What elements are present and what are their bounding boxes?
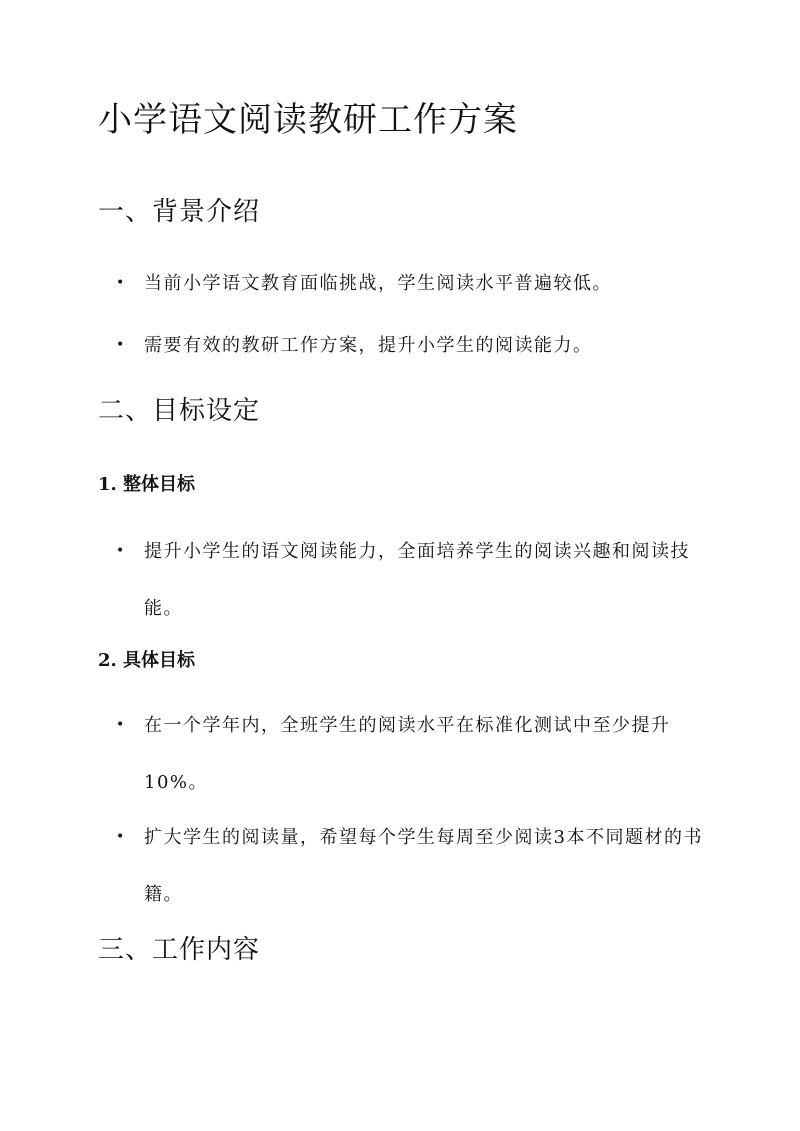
list-item — [116, 255, 706, 312]
section-heading-background: 一、背景介绍 — [98, 197, 261, 227]
bullet-icon: • — [116, 275, 126, 291]
list-item-text: 在一个学年内，全班学生的阅读水平在标准化测试中至少提升10%。 — [144, 715, 671, 793]
list-item-text: 扩大学生的阅读量，希望每个学生每周至少阅读3本不同题材的书籍。 — [144, 827, 703, 905]
list-item — [116, 697, 706, 811]
list-item — [116, 809, 706, 923]
list-item — [116, 523, 706, 637]
list-item-text: 当前小学语文教育面临挑战，学生阅读水平普遍较低。 — [144, 273, 612, 294]
bullet-icon: • — [116, 337, 126, 353]
subsection-heading-specific-goals: 2. 具体目标 — [98, 650, 196, 671]
document-title: 小学语文阅读教研工作方案 — [98, 100, 518, 140]
subsection-heading-overall-goal: 1. 整体目标 — [98, 474, 196, 495]
list-item — [116, 317, 706, 374]
list-item-text: 需要有效的教研工作方案，提升小学生的阅读能力。 — [144, 335, 593, 356]
bullet-icon: • — [116, 543, 126, 559]
section-heading-work-content: 三、工作内容 — [98, 935, 261, 965]
list-item-text: 提升小学生的语文阅读能力，全面培养学生的阅读兴趣和阅读技能。 — [144, 541, 690, 619]
bullet-icon: • — [116, 829, 126, 845]
section-heading-goals: 二、目标设定 — [98, 396, 261, 426]
bullet-icon: • — [116, 717, 126, 733]
